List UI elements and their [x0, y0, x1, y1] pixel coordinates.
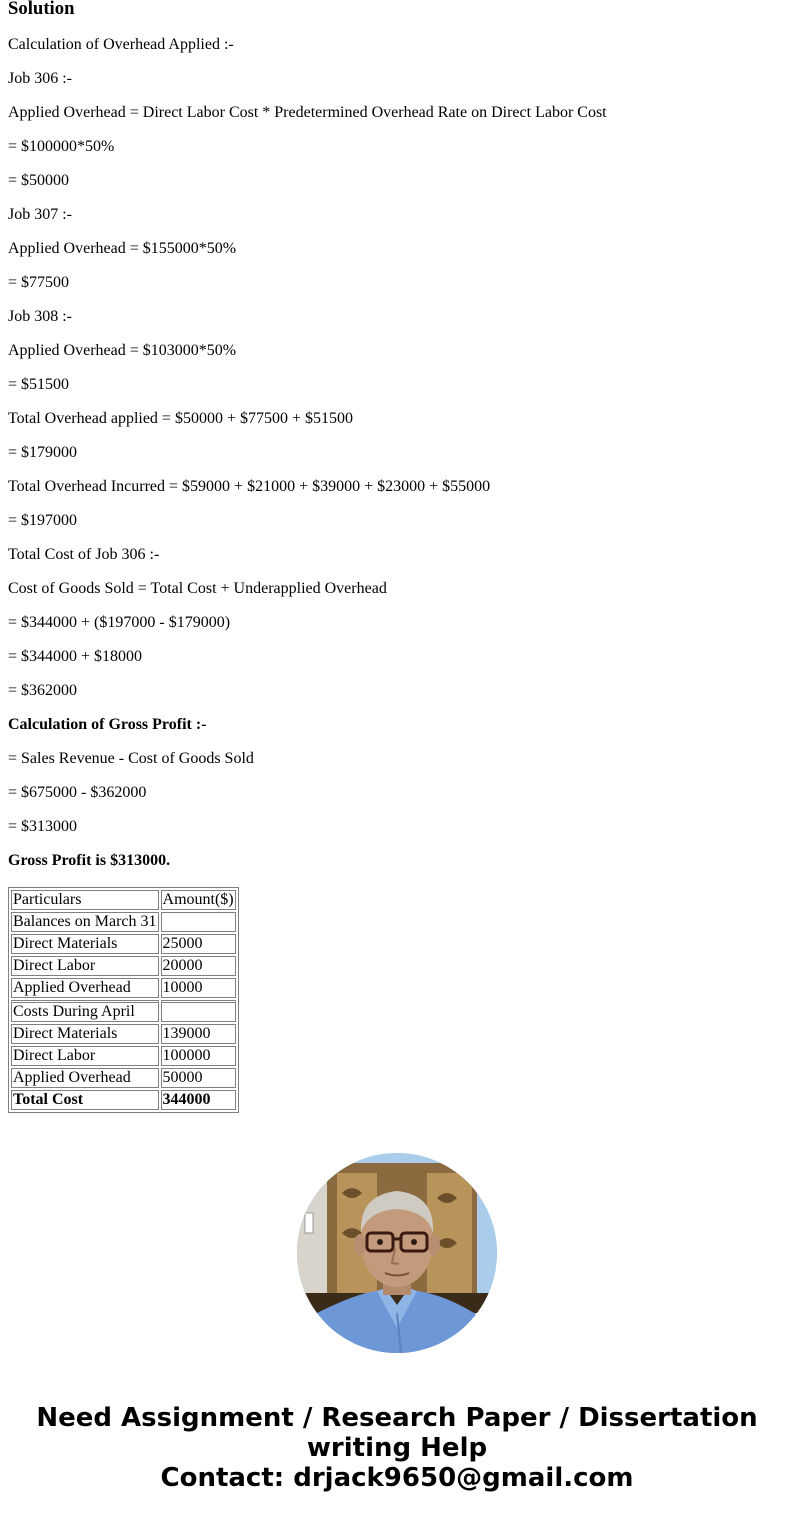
table-cell-particular: Direct Materials	[11, 934, 159, 954]
solution-line: Cost of Goods Sold = Total Cost + Underapplied Overhead	[8, 580, 387, 597]
solution-line: = $362000	[8, 682, 78, 699]
promo-contact: Contact: drjack9650@gmail.com	[160, 1463, 634, 1493]
promo-line-1: Need Assignment / Research Paper / Dissertation	[36, 1403, 758, 1433]
solution-line: = $77500	[8, 274, 70, 291]
table-cell-particular: Total Cost	[11, 1090, 159, 1110]
table-cell-amount	[161, 912, 236, 932]
table-cell-amount	[161, 1000, 236, 1022]
table-row	[11, 956, 236, 976]
solution-line: = $179000	[8, 444, 78, 461]
solution-line: Total Overhead Incurred = $59000 + $21000 + $39000 + $23000 + $55000	[8, 478, 491, 495]
table-row	[11, 1024, 236, 1044]
solution-line: = $50000	[8, 172, 70, 189]
table-header-particulars: Particulars	[11, 890, 159, 910]
author-portrait-image	[297, 1153, 497, 1353]
table-header-amount: Amount($)	[162, 891, 234, 908]
cost-table	[8, 887, 239, 1113]
solution-line: = $51500	[8, 376, 70, 393]
table-cell-particular: Costs During April	[11, 1000, 159, 1022]
table-row	[11, 1000, 236, 1022]
table-header-row	[11, 890, 236, 910]
solution-line: Calculation of Overhead Applied :-	[8, 36, 234, 53]
table-row	[11, 1090, 236, 1110]
table-row	[11, 1068, 236, 1088]
solution-line: Job 308 :-	[8, 308, 72, 325]
cost-table-body	[11, 912, 236, 1110]
table-row	[11, 934, 236, 954]
solution-line: Applied Overhead = $103000*50%	[8, 342, 237, 359]
solution-line: Applied Overhead = Direct Labor Cost * Predetermined Overhead Rate on Direct Labor Cost	[8, 104, 607, 121]
table-cell-particular: Applied Overhead	[11, 978, 159, 998]
promo-banner	[0, 1403, 794, 1493]
table-cell-amount: 10000	[161, 978, 236, 998]
table-cell-particular: Direct Materials	[11, 1024, 159, 1044]
solution-line: Total Cost of Job 306 :-	[8, 546, 160, 563]
table-cell-particular: Balances on March 31	[13, 913, 157, 930]
table-cell-amount: 25000	[161, 934, 236, 954]
solution-line: = $344000 + $18000	[8, 648, 143, 665]
solution-line: = $675000 - $362000	[8, 784, 147, 801]
table-cell-amount: 100000	[161, 1046, 236, 1066]
solution-line: = $344000 + ($197000 - $179000)	[8, 614, 231, 631]
solution-content	[8, 0, 786, 886]
solution-line: Calculation of Gross Profit :-	[8, 716, 207, 733]
solution-line: = $313000	[8, 818, 78, 835]
table-cell-amount: 139000	[161, 1024, 236, 1044]
solution-line: Job 307 :-	[8, 206, 72, 223]
solution-line: Gross Profit is $313000.	[8, 852, 171, 869]
table-cell-particular: Direct Labor	[11, 956, 159, 976]
table-row	[11, 912, 236, 932]
solution-line: Applied Overhead = $155000*50%	[8, 240, 237, 257]
solution-line: = $100000*50%	[8, 138, 115, 155]
table-row	[11, 1046, 236, 1066]
table-row	[11, 978, 236, 998]
author-avatar	[297, 1153, 497, 1353]
solution-line: = Sales Revenue - Cost of Goods Sold	[8, 750, 254, 767]
promo-line-2: writing Help	[306, 1433, 488, 1463]
table-cell-amount: 50000	[161, 1068, 236, 1088]
table-cell-amount: 20000	[161, 956, 236, 976]
table-cell-particular: Applied Overhead	[11, 1068, 159, 1088]
solution-heading: Solution	[8, 0, 75, 19]
solution-line: Total Overhead applied = $50000 + $77500 + $51500	[8, 410, 353, 427]
solution-line: Job 306 :-	[8, 70, 72, 87]
table-cell-particular: Direct Labor	[11, 1046, 159, 1066]
table-cell-amount: 344000	[161, 1090, 236, 1110]
solution-lines	[8, 36, 786, 886]
solution-line: = $197000	[8, 512, 78, 529]
